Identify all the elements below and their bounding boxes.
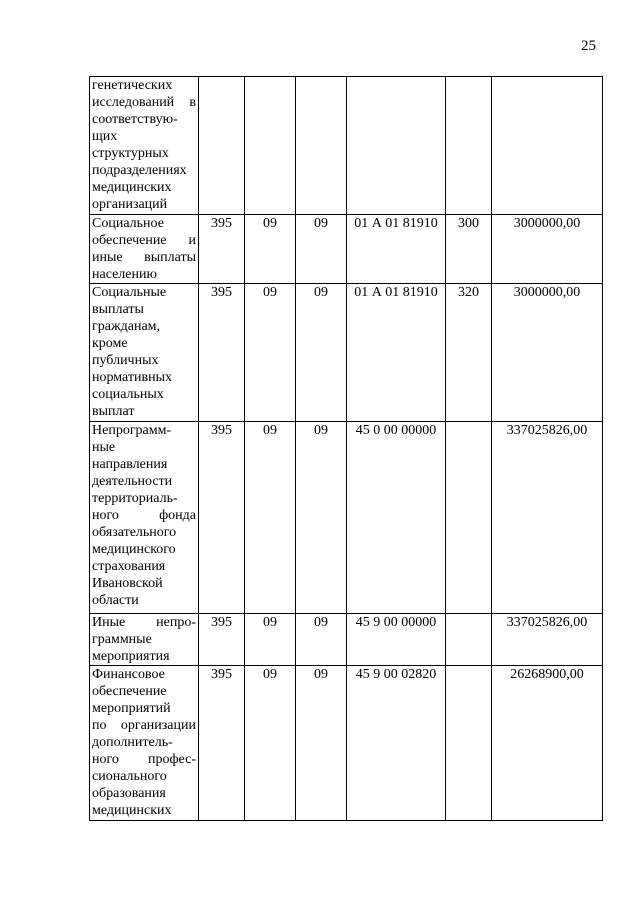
row-name-line: гражданам, — [92, 319, 161, 334]
amount-cell: 337025826,00 — [492, 422, 603, 614]
table-row — [90, 422, 603, 614]
table-row — [90, 666, 603, 821]
row-name-line: соответствую- — [92, 112, 178, 127]
expense-type-cell: 320 — [446, 284, 492, 422]
table-row — [90, 77, 603, 215]
row-name-line: территориаль- — [92, 491, 178, 506]
ministry-code-cell: 395 — [199, 666, 245, 821]
row-name-line: ные — [92, 440, 116, 455]
row-name-line: дополнитель- — [92, 735, 173, 750]
target-article-cell: 01 А 01 81910 — [347, 284, 446, 422]
amount-cell: 337025826,00 — [492, 614, 603, 666]
subsection-code-cell: 09 — [296, 284, 347, 422]
amount-cell: 26268900,00 — [492, 666, 603, 821]
row-name-line: Иные непро- — [92, 615, 196, 630]
expense-type-cell: 300 — [446, 215, 492, 284]
row-name-line: обеспечение и — [92, 233, 196, 248]
row-name-line: щих — [92, 129, 118, 144]
row-name-line: ного профес- — [92, 752, 196, 767]
expense-type-cell — [446, 666, 492, 821]
row-name-line: Социальные — [92, 285, 167, 300]
row-name-line: медицинских — [92, 180, 172, 195]
row-name-line: обязательного — [92, 525, 177, 540]
section-code-cell — [245, 77, 296, 215]
row-name-line: области — [92, 593, 139, 608]
table-row — [90, 284, 603, 422]
row-name-cell — [90, 77, 199, 215]
row-name-line: медицинского — [92, 542, 176, 557]
row-name-line: социальных — [92, 387, 164, 402]
expense-type-cell — [446, 422, 492, 614]
ministry-code-cell — [199, 77, 245, 215]
section-code-cell: 09 — [245, 666, 296, 821]
target-article-cell: 45 9 00 02820 — [347, 666, 446, 821]
row-name-line: публичных — [92, 353, 159, 368]
row-name-line: нормативных — [92, 370, 173, 385]
row-name-line: исследований в — [92, 95, 196, 110]
row-name-line: иные выплаты — [92, 250, 196, 265]
row-name-line: медицинских — [92, 803, 172, 818]
row-name-cell — [90, 284, 199, 422]
row-name-line: Финансовое — [92, 667, 165, 682]
section-code-cell: 09 — [245, 215, 296, 284]
row-name-line: сионального — [92, 769, 167, 784]
budget-table — [89, 76, 603, 821]
row-name-line: по организации — [92, 718, 196, 733]
row-name-line: кроме — [92, 336, 128, 351]
row-name-line: структурных — [92, 146, 169, 161]
page-number: 25 — [581, 38, 596, 54]
row-name-line: подразделениях — [92, 163, 187, 178]
target-article-cell: 45 0 00 00000 — [347, 422, 446, 614]
row-name-line: населению — [92, 267, 157, 282]
row-name-cell — [90, 422, 199, 614]
expense-type-cell — [446, 77, 492, 215]
table-row — [90, 614, 603, 666]
section-code-cell: 09 — [245, 422, 296, 614]
ministry-code-cell: 395 — [199, 284, 245, 422]
ministry-code-cell: 395 — [199, 614, 245, 666]
row-name-line: ного фонда — [92, 508, 196, 523]
row-name-line: обеспечение — [92, 684, 167, 699]
target-article-cell — [347, 77, 446, 215]
row-name-line: деятельности — [92, 474, 173, 489]
row-name-line: направления — [92, 457, 168, 472]
row-name-line: мероприятий — [92, 701, 171, 716]
subsection-code-cell — [296, 77, 347, 215]
row-name-line: образования — [92, 786, 166, 801]
amount-cell — [492, 77, 603, 215]
subsection-code-cell: 09 — [296, 666, 347, 821]
row-name-cell — [90, 666, 199, 821]
row-name-line: выплат — [92, 404, 135, 419]
subsection-code-cell: 09 — [296, 422, 347, 614]
budget-table-body — [90, 77, 603, 821]
row-name-line: граммные — [92, 632, 152, 647]
row-name-line: Непрограмм- — [92, 423, 172, 438]
section-code-cell: 09 — [245, 284, 296, 422]
row-name-cell — [90, 614, 199, 666]
table-row — [90, 215, 603, 284]
row-name-cell — [90, 215, 199, 284]
subsection-code-cell: 09 — [296, 215, 347, 284]
row-name-line: мероприятия — [92, 649, 170, 664]
row-name-line: генетических — [92, 78, 173, 93]
ministry-code-cell: 395 — [199, 215, 245, 284]
row-name-line: выплаты — [92, 302, 144, 317]
subsection-code-cell: 09 — [296, 614, 347, 666]
ministry-code-cell: 395 — [199, 422, 245, 614]
expense-type-cell — [446, 614, 492, 666]
row-name-line: Социальное — [92, 216, 164, 231]
target-article-cell: 01 А 01 81910 — [347, 215, 446, 284]
section-code-cell: 09 — [245, 614, 296, 666]
row-name-line: страхования — [92, 559, 166, 574]
row-name-line: организаций — [92, 197, 168, 212]
row-name-line: Ивановской — [92, 576, 163, 591]
amount-cell: 3000000,00 — [492, 284, 603, 422]
target-article-cell: 45 9 00 00000 — [347, 614, 446, 666]
amount-cell: 3000000,00 — [492, 215, 603, 284]
